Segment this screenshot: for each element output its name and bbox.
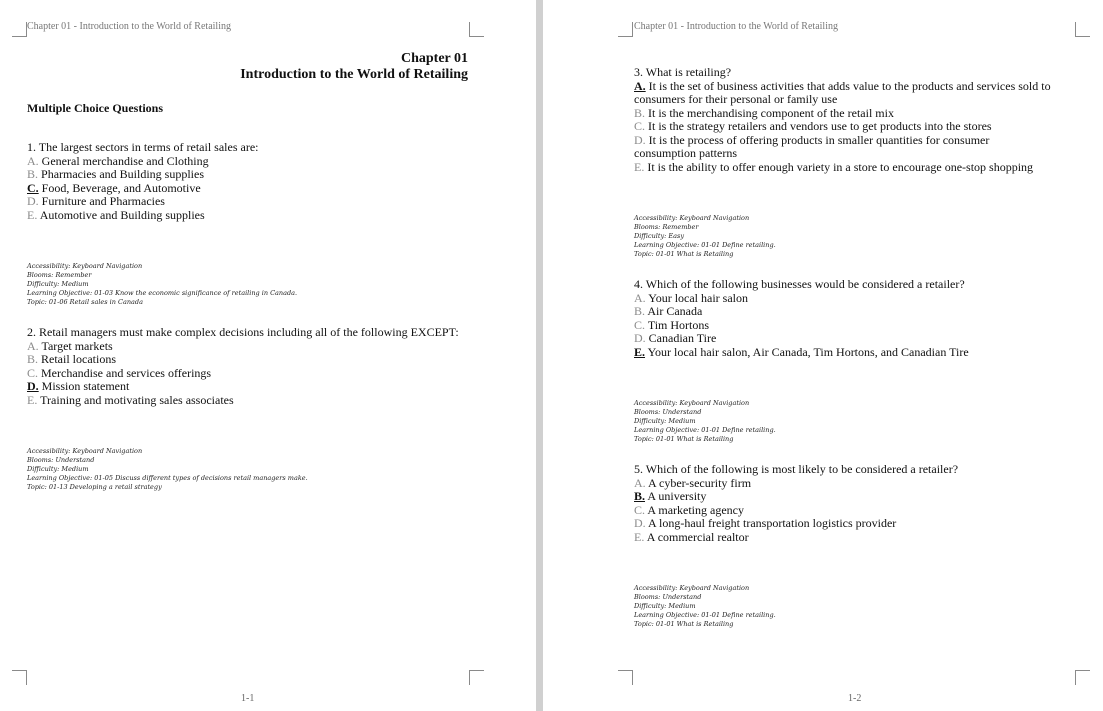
question-1 <box>27 141 477 307</box>
page-gap <box>536 0 543 711</box>
chapter-number: Chapter 01 <box>400 51 468 66</box>
answer-option <box>634 477 1054 491</box>
document-page-2 <box>543 0 1103 711</box>
option-text: It is the process of offering products in smaller quantities for consumer consumption patterns <box>634 132 990 160</box>
page-number: 1-1 <box>241 693 255 704</box>
metadata-line: Blooms: Understand <box>634 408 702 416</box>
option-letter: C. <box>27 365 39 380</box>
answer-option <box>634 134 1054 161</box>
option-letter: C. <box>634 317 646 332</box>
question-text: 5. Which of the following is most likely to be considered a retailer? <box>634 462 959 476</box>
answer-option <box>634 292 1054 306</box>
question-text: 4. Which of the following businesses would be considered a retailer? <box>634 277 965 291</box>
option-text: Target markets <box>41 338 113 353</box>
option-letter: C. <box>634 502 646 517</box>
answer-option <box>634 504 1054 518</box>
metadata-line: Accessibility: Keyboard Navigation <box>27 447 143 455</box>
metadata-line: Topic: 01-01 What is Retailing <box>634 620 734 628</box>
question-text: 3. What is retailing? <box>634 65 732 79</box>
answer-option <box>27 353 477 367</box>
answer-option <box>634 319 1054 333</box>
running-header: Chapter 01 - Introduction to the World of Retailing <box>634 21 838 32</box>
option-letter: E. <box>634 159 645 174</box>
option-text: Tim Hortons <box>647 317 710 332</box>
page-corner-mark <box>12 670 27 685</box>
metadata-line: Blooms: Understand <box>634 593 702 601</box>
metadata-line: Learning Objective: 01-01 Define retailing. <box>634 611 776 619</box>
option-text: Air Canada <box>647 304 703 318</box>
page-corner-mark <box>618 22 633 37</box>
question-metadata <box>634 399 1054 444</box>
document-page-1 <box>0 0 536 711</box>
page-corner-mark <box>469 22 484 37</box>
metadata-line: Difficulty: Easy <box>634 232 685 240</box>
option-letter: C. <box>634 119 646 133</box>
option-text: A university <box>647 489 707 503</box>
metadata-line: Topic: 01-01 What is Retailing <box>634 435 734 443</box>
metadata-line: Topic: 01-06 Retail sales in Canada <box>27 298 143 306</box>
metadata-line: Topic: 01-01 What is Retailing <box>634 250 734 258</box>
option-text: A marketing agency <box>647 502 744 517</box>
answer-option <box>27 367 477 381</box>
page-corner-mark <box>618 670 633 685</box>
answer-option-correct <box>634 346 1054 360</box>
option-text: Food, Beverage, and Automotive <box>41 180 201 195</box>
question-metadata <box>27 447 477 492</box>
answer-option <box>27 209 477 223</box>
metadata-line: Difficulty: Medium <box>27 465 89 473</box>
option-text: It is the set of business activities that adds value to the products and services sold to consumers for their personal or family use <box>634 78 1051 106</box>
option-text: A long-haul freight transportation logistics provider <box>648 516 897 530</box>
question-metadata <box>27 262 477 307</box>
option-text: Your local hair salon <box>648 290 749 305</box>
option-letter: E. <box>27 392 38 407</box>
option-letter: E. <box>634 344 646 359</box>
option-text: A commercial realtor <box>646 529 749 544</box>
option-letter: C. <box>27 180 39 195</box>
option-letter: A. <box>634 290 646 305</box>
page-corner-mark <box>12 22 27 37</box>
metadata-line: Accessibility: Keyboard Navigation <box>634 214 750 222</box>
answer-option <box>27 168 477 182</box>
answer-option <box>634 531 1054 545</box>
option-letter: D. <box>634 331 646 345</box>
option-text: Retail locations <box>41 352 116 366</box>
option-text: Canadian Tire <box>648 331 717 345</box>
metadata-line: Accessibility: Keyboard Navigation <box>634 584 750 592</box>
page-corner-mark <box>469 670 484 685</box>
option-letter: B. <box>634 304 646 318</box>
running-header: Chapter 01 - Introduction to the World of Retailing <box>27 21 231 32</box>
option-letter: E. <box>634 529 645 544</box>
question-metadata <box>634 584 1054 629</box>
answer-option <box>27 394 477 408</box>
option-letter: A. <box>27 338 39 353</box>
metadata-line: Learning Objective: 01-03 Know the economic significance of retailing in Canada. <box>27 289 298 297</box>
metadata-line: Blooms: Remember <box>27 271 92 279</box>
option-text: Training and motivating sales associates <box>40 392 234 407</box>
option-text: General merchandise and Clothing <box>41 153 209 168</box>
page-corner-mark <box>1075 22 1090 37</box>
option-letter: E. <box>27 207 38 222</box>
question-4 <box>634 278 1054 444</box>
answer-option <box>634 120 1054 134</box>
option-letter: D. <box>27 379 39 393</box>
answer-option-correct <box>634 490 1054 504</box>
answer-option <box>634 107 1054 121</box>
option-letter: A. <box>634 78 646 93</box>
option-letter: B. <box>27 352 39 366</box>
option-text: A cyber-security firm <box>648 475 752 490</box>
metadata-line: Blooms: Remember <box>634 223 699 231</box>
option-letter: A. <box>634 475 646 490</box>
question-text: 1. The largest sectors in terms of retail sales are: <box>27 140 259 154</box>
metadata-line: Learning Objective: 01-01 Define retailing. <box>634 241 776 249</box>
page-corner-mark <box>1075 670 1090 685</box>
metadata-line: Difficulty: Medium <box>634 417 696 425</box>
question-5 <box>634 463 1054 629</box>
metadata-line: Learning Objective: 01-01 Define retailing. <box>634 426 776 434</box>
option-letter: B. <box>634 105 646 120</box>
option-text: Merchandise and services offerings <box>41 365 212 380</box>
option-text: Pharmacies and Building supplies <box>41 167 204 181</box>
answer-option-correct <box>27 182 477 196</box>
metadata-line: Blooms: Understand <box>27 456 95 464</box>
metadata-line: Difficulty: Medium <box>27 280 89 288</box>
metadata-line: Difficulty: Medium <box>634 602 696 610</box>
option-text: Automotive and Building supplies <box>39 207 205 222</box>
answer-option <box>634 517 1054 531</box>
option-letter: B. <box>634 489 646 503</box>
answer-option <box>634 332 1054 346</box>
answer-option <box>27 155 477 169</box>
metadata-line: Accessibility: Keyboard Navigation <box>27 262 143 270</box>
option-letter: B. <box>27 167 39 181</box>
option-letter: D. <box>634 516 646 530</box>
answer-option <box>27 195 477 209</box>
chapter-title: Introduction to the World of Retailing <box>240 67 468 82</box>
answer-option-correct <box>634 80 1054 107</box>
metadata-line: Learning Objective: 01-05 Discuss different types of decisions retail managers make. <box>27 474 308 482</box>
question-metadata <box>634 214 1054 259</box>
option-text: It is the ability to offer enough variety in a store to encourage one-stop shopping <box>647 159 1034 174</box>
option-text: Mission statement <box>41 379 130 393</box>
answer-option-correct <box>27 380 477 394</box>
option-text: Your local hair salon, Air Canada, Tim Hortons, and Canadian Tire <box>647 344 969 359</box>
answer-option <box>634 161 1054 175</box>
answer-option <box>634 305 1054 319</box>
metadata-line: Accessibility: Keyboard Navigation <box>634 399 750 407</box>
section-heading: Multiple Choice Questions <box>27 101 164 115</box>
question-2 <box>27 326 477 492</box>
question-3 <box>634 66 1054 259</box>
option-text: It is the strategy retailers and vendors use to get products into the stores <box>648 119 992 133</box>
option-letter: A. <box>27 153 39 168</box>
metadata-line: Topic: 01-13 Developing a retail strategy <box>27 483 162 491</box>
option-text: It is the merchandising component of the retail mix <box>648 105 894 120</box>
answer-option <box>27 340 477 354</box>
option-letter: D. <box>634 132 646 147</box>
page-number: 1-2 <box>848 693 862 704</box>
option-text: Furniture and Pharmacies <box>41 194 165 208</box>
option-letter: D. <box>27 194 39 208</box>
question-text: 2. Retail managers must make complex decisions including all of the following EXCEPT: <box>27 325 459 339</box>
